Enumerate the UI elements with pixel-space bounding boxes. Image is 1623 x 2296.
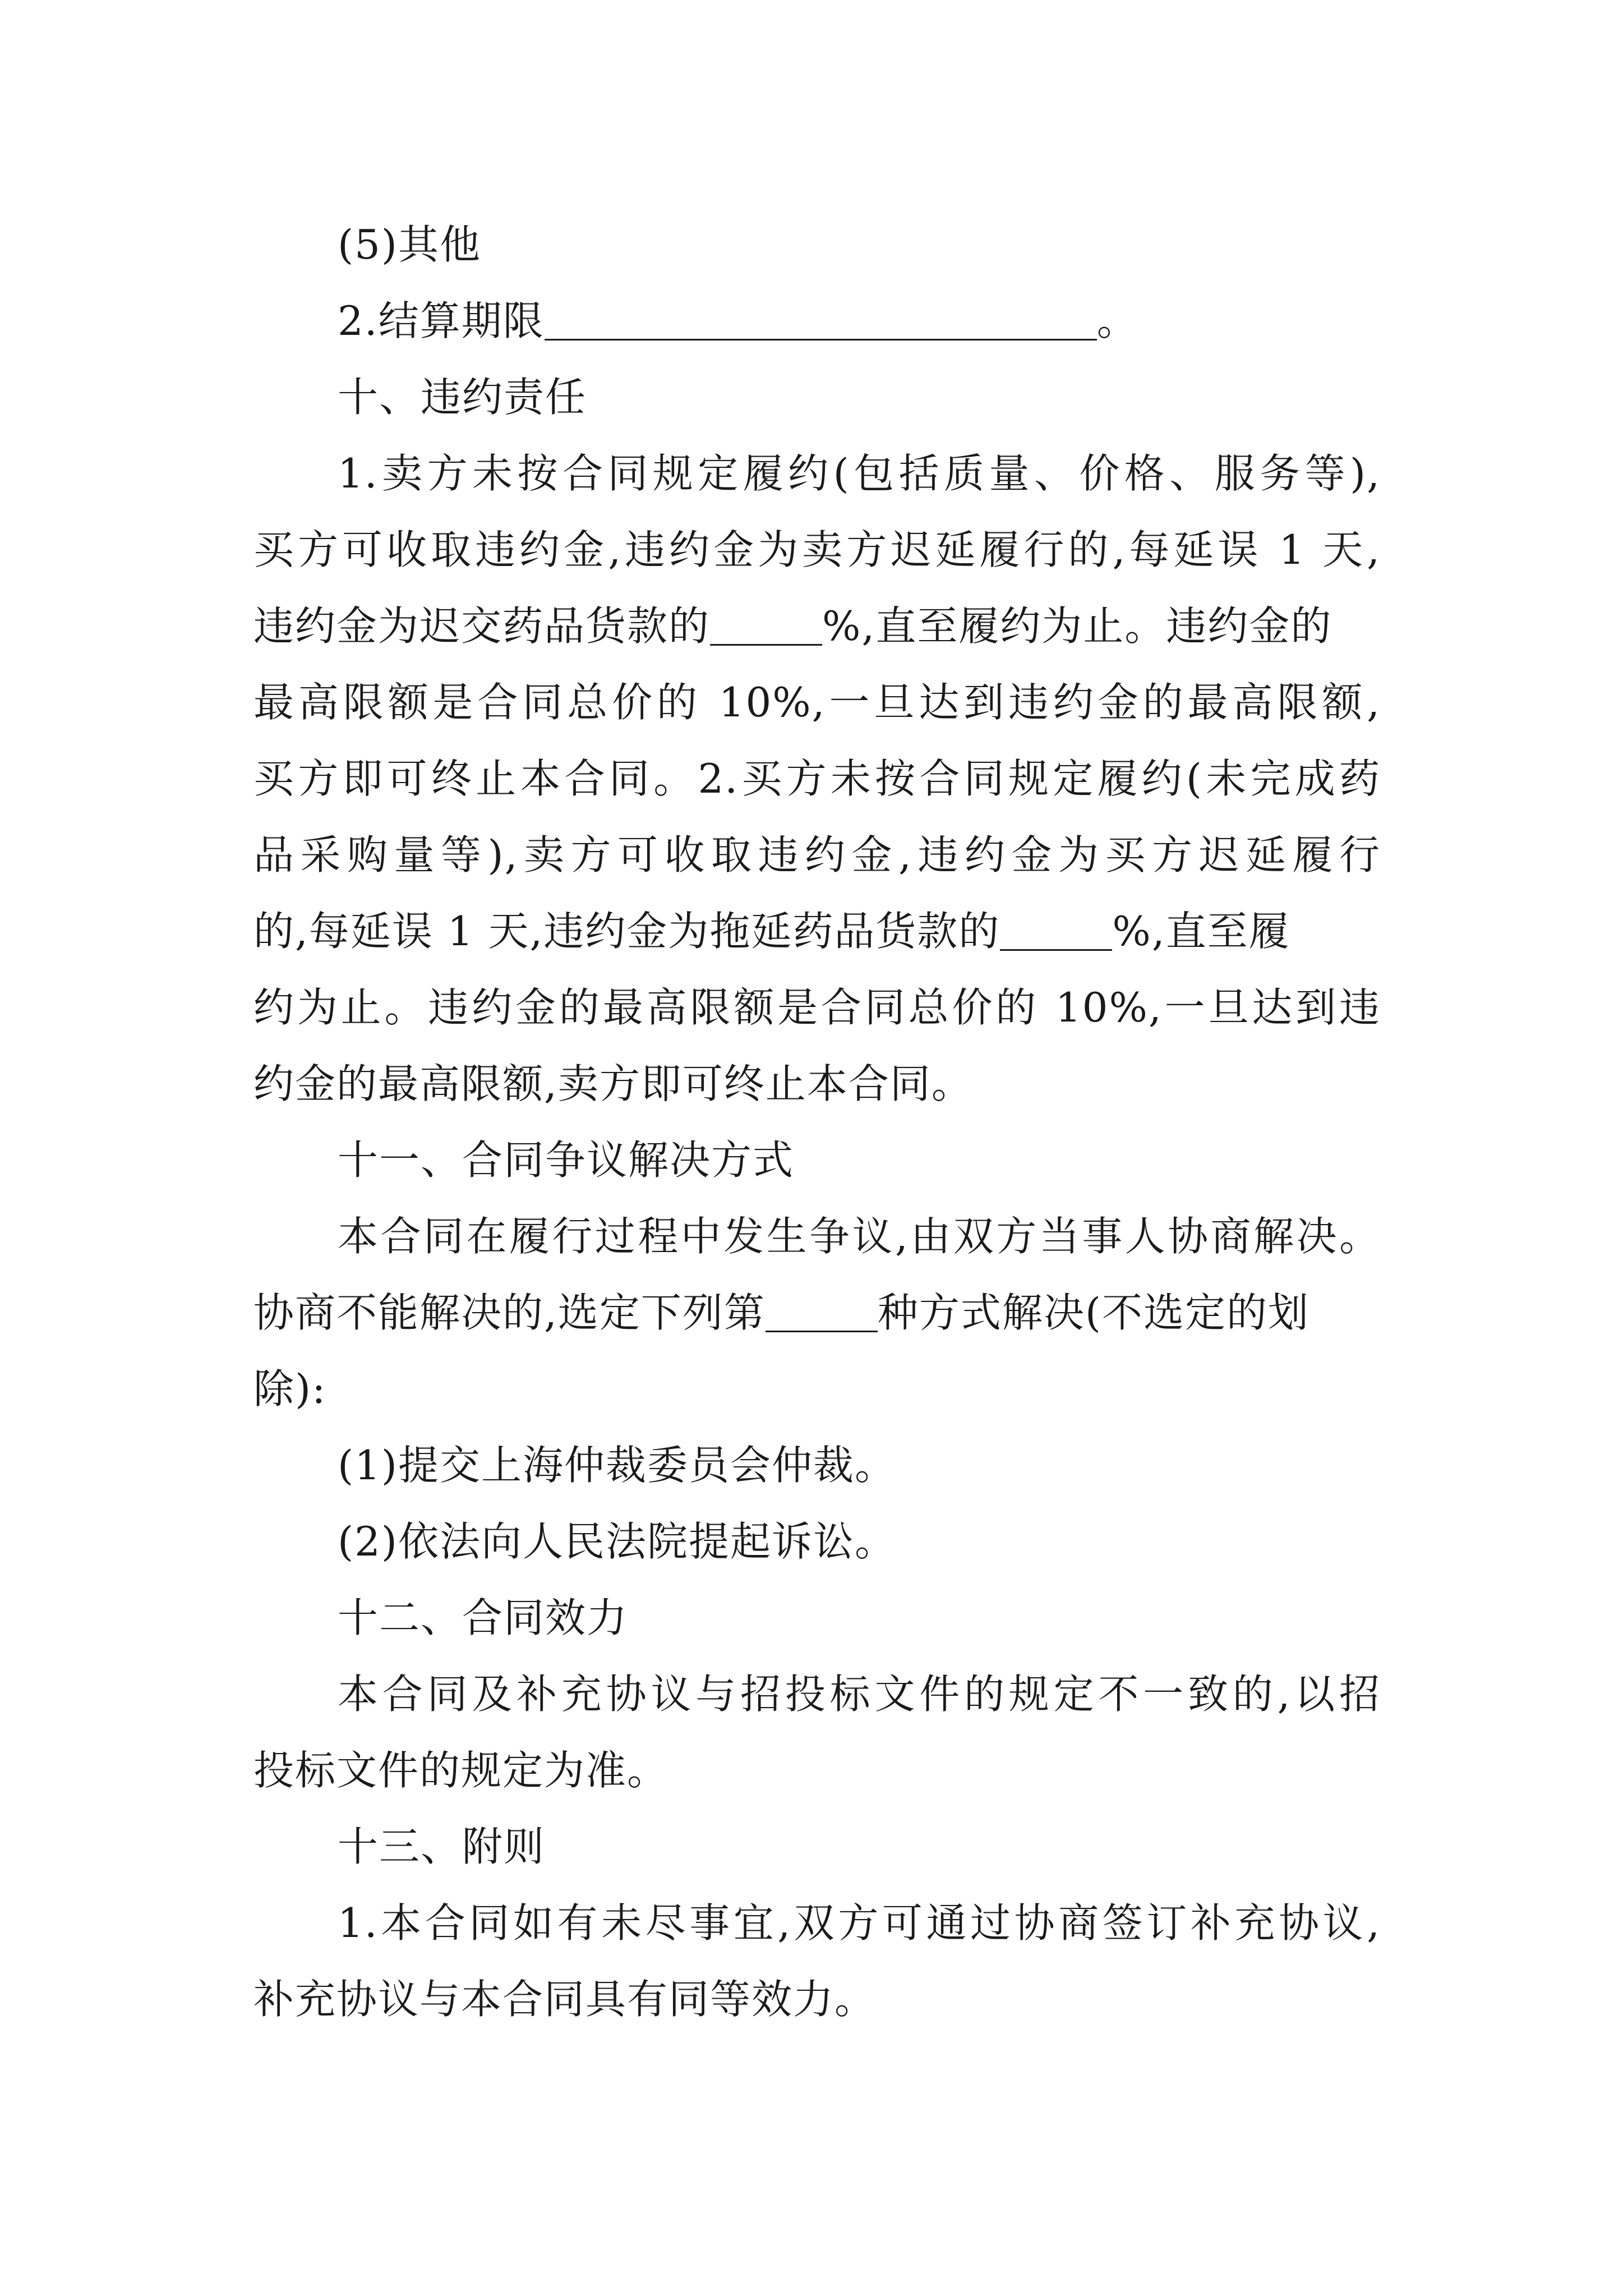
paragraph-text: (1)提交上海仲裁委员会仲裁。 bbox=[338, 1442, 896, 1489]
paragraph-text: 本合同在履行过程中发生争议,由双方当事人协商解决。 bbox=[338, 1213, 1381, 1260]
section-10-line-1 bbox=[253, 435, 1381, 512]
section-11-heading-text: 十一、合同争议解决方式 bbox=[338, 1137, 795, 1184]
paragraph-text: %,直至履 bbox=[1112, 908, 1290, 955]
section-13-line-2 bbox=[253, 1961, 1381, 2037]
section-11-heading bbox=[253, 1122, 1381, 1198]
section-10-line-8 bbox=[253, 969, 1381, 1046]
section-10-line-2 bbox=[253, 512, 1381, 588]
settlement-period bbox=[253, 283, 1381, 359]
section-12-line-2 bbox=[253, 1732, 1381, 1809]
section-10-line-5 bbox=[253, 740, 1381, 817]
settlement-period-blank bbox=[545, 305, 1097, 341]
paragraph-text: 品采购量等),卖方可收取违约金,违约金为买方迟延履行 bbox=[253, 831, 1381, 878]
section-10-line-7 bbox=[253, 893, 1381, 969]
paragraph-text: 1.本合同如有未尽事宜,双方可通过协商签订补充协议, bbox=[338, 1899, 1381, 1947]
paragraph-text: 补充协议与本合同具有同等效力。 bbox=[253, 1976, 877, 2023]
penalty-rate-blank-seller bbox=[710, 610, 822, 646]
section-10-line-3 bbox=[253, 588, 1381, 664]
paragraph-text: 的,每延误 1 天,违约金为拖延药品货款的 bbox=[253, 908, 1000, 955]
paragraph-text: 约金的最高限额,卖方即可终止本合同。 bbox=[253, 1060, 973, 1107]
paragraph-text: 违约金为迟交药品货款的 bbox=[253, 602, 711, 650]
paragraph-text: %,直至履约为止。违约金的 bbox=[822, 602, 1332, 650]
paragraph-text: 协商不能解决的,选定下列第 bbox=[253, 1289, 766, 1336]
section-10-line-6 bbox=[253, 817, 1381, 893]
section-11-line-1 bbox=[253, 1198, 1381, 1274]
paragraph-text: 投标文件的规定为准。 bbox=[253, 1747, 669, 1794]
paragraph-text: 本合同及补充协议与招投标文件的规定不一致的,以招 bbox=[338, 1671, 1381, 1718]
section-12-heading bbox=[253, 1580, 1381, 1656]
section-10-line-4 bbox=[253, 664, 1381, 740]
section-13-heading bbox=[253, 1809, 1381, 1885]
section-12-line-1 bbox=[253, 1656, 1381, 1732]
paragraph-text: 最高限额是合同总价的 10%,一旦达到违约金的最高限额, bbox=[253, 679, 1381, 726]
paragraph-text: (2)依法向人民法院提起诉讼。 bbox=[338, 1518, 896, 1565]
settlement-period-label: 2.结算期限 bbox=[338, 297, 545, 344]
settlement-item-5 bbox=[253, 206, 1381, 283]
paragraph-text: 买方即可终止本合同。2.买方未按合同规定履约(未完成药 bbox=[253, 755, 1381, 802]
section-11-line-3 bbox=[253, 1351, 1381, 1427]
paragraph-text: 种方式解决(不选定的划 bbox=[877, 1289, 1310, 1336]
paragraph-text: 约为止。违约金的最高限额是合同总价的 10%,一旦达到违 bbox=[253, 984, 1381, 1031]
paragraph-text: 1.卖方未按合同规定履约(包括质量、价格、服务等), bbox=[338, 450, 1381, 497]
settlement-period-end: 。 bbox=[1096, 297, 1138, 344]
settlement-item-5-text: (5)其他 bbox=[338, 221, 481, 268]
paragraph-text: 买方可收取违约金,违约金为卖方迟延履行的,每延误 1 天, bbox=[253, 526, 1381, 573]
section-13-heading-text: 十三、附则 bbox=[338, 1823, 546, 1870]
section-10-line-9 bbox=[253, 1046, 1381, 1122]
section-13-line-1 bbox=[253, 1885, 1381, 1961]
section-12-heading-text: 十二、合同效力 bbox=[338, 1594, 629, 1641]
dispute-option-2 bbox=[253, 1503, 1381, 1580]
paragraph-text: 除): bbox=[253, 1365, 327, 1412]
section-10-heading-text: 十、违约责任 bbox=[338, 374, 587, 421]
document-body bbox=[253, 206, 1381, 2037]
penalty-rate-blank-buyer bbox=[1000, 915, 1112, 951]
dispute-option-1 bbox=[253, 1427, 1381, 1503]
dispute-method-blank bbox=[766, 1297, 878, 1332]
section-11-line-2 bbox=[253, 1274, 1381, 1351]
section-10-heading bbox=[253, 359, 1381, 435]
